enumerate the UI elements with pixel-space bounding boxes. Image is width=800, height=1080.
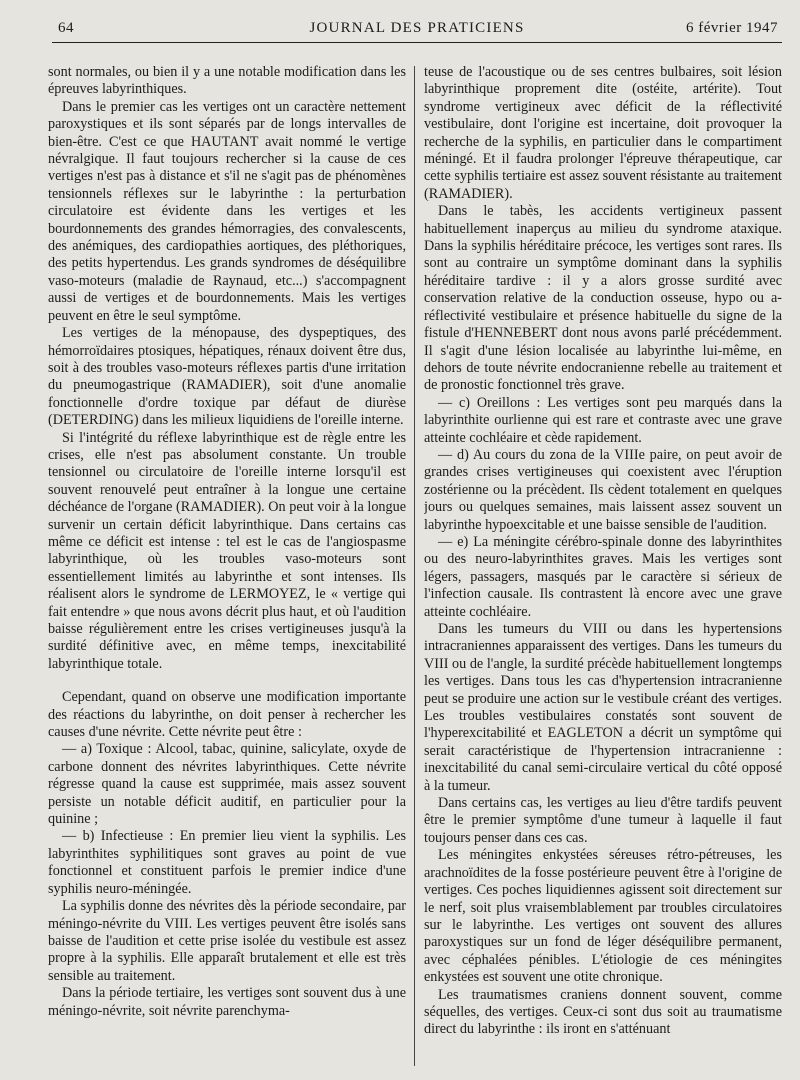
page-number: 64: [58, 20, 74, 36]
paragraph: Dans la période tertiaire, les vertiges sont souvent dus à une méningo-névrite, soit névrite parenchyma-: [48, 985, 406, 1019]
paragraph: — d) Au cours du zona de la VIIIe paire, on peut avoir de grandes crises vertigineuses qui coexistent avec l'éruption zostérienne ou la précèdent. Ils cèdent totalement en quelques jours ou quelques semaines, mais laissent assez souvent un labyrinthe hypoexcitable et une baisse sensible de l'audition.: [424, 446, 782, 533]
paragraph: Dans les tumeurs du VIII ou dans les hypertensions intracraniennes apparaissent des vertiges. Dans les tumeurs du VIII ou de l'angle, la surdité précède habituellement longtemps les vertiges. Dans tous les cas d'hypertension intracranienne peut se produire une action sur le vestibule créant des vertiges. Les troubles vestibulaires constatés sont souvent de l'hyperexcitabilité et EAGLETON a décrit un symptôme qui serait caractéristique de l'hypertension intracranienne : inexcitabilité du canal semi-circulaire vertical du côté opposé à la tumeur.: [424, 621, 782, 794]
paragraph: Les méningites enkystées séreuses rétro-pétreuses, les arachnoïdites de la fosse postérieure peuvent être à l'origine de vertiges. Ces poches liquidiennes agissent soit directement sur le nerf, soit plus vraisemblablement par troubles circulatoires sur le labyrinthe. Les vertiges ont souvent des allures paroxystiques sur un fond de léger déséquilibre permanent, avec céphalées pénibles. L'étiologie de ces méningites enkystées est souvent une otite chronique.: [424, 847, 782, 986]
paragraph: — e) La méningite cérébro-spinale donne des labyrinthites ou des neuro-labyrinthites graves. Mais les vertiges sont légers, passagers, masqués par le caractère si sérieux de l'infection causale. Ils contrastent là encore avec une grave atteinte cochléaire.: [424, 533, 782, 620]
left-column: [48, 64, 406, 1062]
paragraph: sont normales, ou bien il y a une notable modification dans les épreuves labyrinthiques.: [48, 64, 406, 98]
paragraph: Cependant, quand on observe une modification importante des réactions du labyrinthe, on doit penser à rechercher les causes d'une névrite. Cette névrite peut être :: [48, 689, 406, 741]
paragraph: Les traumatismes craniens donnent souvent, comme séquelles, des vertiges. Ceux-ci sont dus soit au traumatisme direct du labyrinthe : ils iront en s'atténuant: [424, 986, 782, 1038]
paragraph: — a) Toxique : Alcool, tabac, quinine, salicylate, oxyde de carbone donnent des névrites labyrinthiques. Cette névrite régresse quand la cause est supprimée, mais assez souvent persiste un notable déficit auditif, en particulier pour la quinine ;: [48, 741, 406, 828]
paragraph: Les vertiges de la ménopause, des dyspeptiques, des hémorroïdaires ptosiques, hépatiques, rénaux doivent être dus, soit à des troubles vaso-moteurs réflexes partis d'une irritation du pneumogastrique (RAMADIER), soit d'une anomalie fonctionnelle d'ordre toxique par défaut de diurèse (DETERDING) dans les milieux liquidiens de l'oreille interne.: [48, 325, 406, 429]
journal-title: JOURNAL DES PRATICIENS: [309, 20, 525, 36]
paragraph: Dans le premier cas les vertiges ont un caractère nettement paroxystiques et ils sont séparés par de longs intervalles de bien-être. C'est ce que HAUTANT avait nommé le vertige névralgique. Il faut toujours rechercher si la cause de ces vertiges n'est pas à distance et s'il ne s'agit pas de phénomènes tensionnels réflexes sur le labyrinthe : la perturbation circulatoire est évidente dans les vertiges et les bourdonnements des grandes hémorragies, des convalescents, des anémiques, des cardiopathies aortiques, des pléthoriques, des petits hypertendus. Les grands syndromes de déséquilibre vaso-moteurs (maladie de Raynaud, etc...) s'accompagnent aussi de vertiges et de bourdonnements. Mais les vertiges peuvent en être le seul symptôme.: [48, 98, 406, 324]
issue-date: 6 février 1947: [686, 20, 778, 36]
right-column: [424, 64, 782, 1062]
paragraph: — c) Oreillons : Les vertiges sont peu marqués dans la labyrinthite ourlienne qui est rare et contraste avec une grave atteinte cochléaire et cède rapidement.: [424, 394, 782, 446]
page-header: [52, 18, 782, 43]
paragraph: Dans le tabès, les accidents vertigineux passent habituellement inaperçus au milieu du syndrome ataxique. Dans la syphilis héréditaire précoce, les vertiges sont rares. Ils sont au contraire un symptôme dominant dans la syphilis héréditaire tardive : il y a alors grosse surdité avec conservation relative de la conduction osseuse, hypo ou a-réflectivité vestibulaire et présence habituelle du signe de la fistule d'HENNEBERT dont nous avons parlé précédemment. Il s'agit d'une lésion localisée au labyrinthe lui-même, en dehors de toute névrite endocranienne rebelle au traitement et de pronostic fonctionnel très grave.: [424, 203, 782, 394]
paragraph: Dans certains cas, les vertiges au lieu d'être tardifs peuvent être le premier symptôme d'une tumeur à laquelle il faut toujours penser dans ces cas.: [424, 795, 782, 846]
column-divider: [414, 66, 415, 1066]
paragraph: Si l'intégrité du réflexe labyrinthique est de règle entre les crises, elle n'est pas absolument constante. Un trouble tensionnel ou circulatoire de l'oreille interne lorsqu'il est souvent renouvelé peut entraîner à la longue une certaine déchéance de l'organe (RAMADIER). On peut voir à la longue survenir un certain déficit labyrinthique. Dans certains cas même ce déficit est intense : tel est le cas de l'angiospasme labyrinthique, où les troubles vaso-moteurs sont essentiellement limités au labyrinthe et sont intenses. Ils réalisent alors le syndrome de LERMOYEZ, le « vertige qui fait entendre » que nous avons décrit plus haut, et où l'audition baisse régulièrement entre les crises vertigineuses jusqu'à la surdité définitive avec, en même temps, inexcitabilité labyrinthique totale.: [48, 429, 406, 672]
paragraph: — b) Infectieuse : En premier lieu vient la syphilis. Les labyrinthites syphilitiques sont graves au point de vue fonctionnel et constituent parfois le premier indice d'une syphilis neuro-méningée.: [48, 828, 406, 897]
paragraph: teuse de l'acoustique ou de ses centres bulbaires, soit lésion labyrinthique proprement dite (ostéite, artérite). Tout syndrome vertigineux avec déficit de la réflectivité vestibulaire, dont l'origine est incertaine, doit provoquer la recherche de la syphilis, en particulier dans le compartiment méningé. Et il faudra prolonger l'épreuve thérapeutique, car cette syphilis tertiaire est assez souvent résistante au traitement (RAMADIER).: [424, 64, 782, 202]
paragraph: La syphilis donne des névrites dès la période secondaire, par méningo-névrite du VIII. Les vertiges peuvent être isolés sans baisse de l'audition et cette prise isolée du vestibule est assez propre à la syphilis. Elle apparaît brutalement et elle est très sensible au traitement.: [48, 898, 406, 984]
